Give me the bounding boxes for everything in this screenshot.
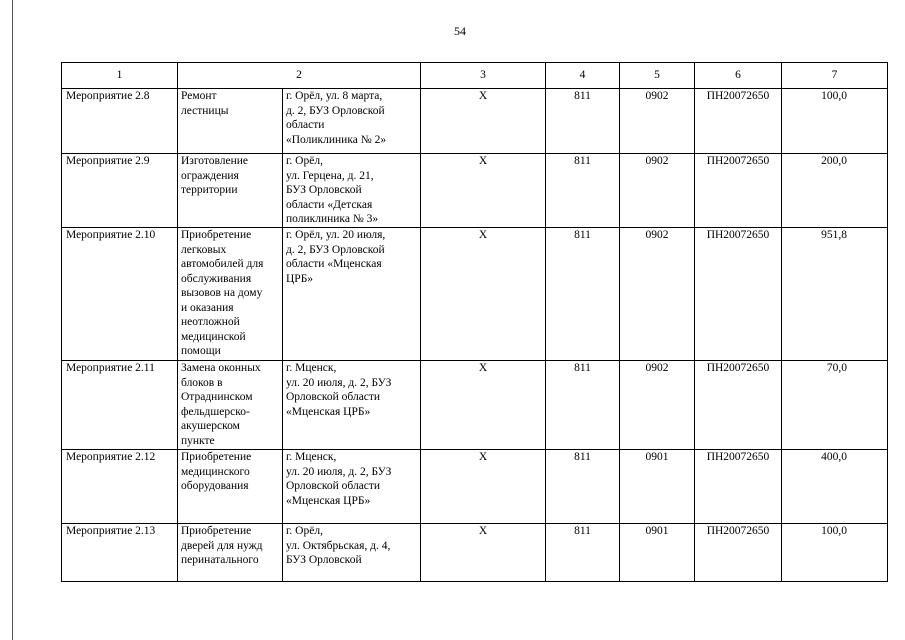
header-cell-1: 1 <box>62 63 178 89</box>
header-cell-4: 4 <box>546 63 620 89</box>
col6-cell: ПН20072650 <box>695 524 782 582</box>
amount-cell: 100,0 <box>782 524 888 582</box>
address-cell-line: г. Орёл, ул. 8 марта, <box>286 90 383 102</box>
address-cell <box>283 154 421 228</box>
header-cell-6: 6 <box>695 63 782 89</box>
table-row <box>62 450 888 524</box>
address-cell-line: «Мценская ЦРБ» <box>286 405 371 418</box>
work-description-cell-line: и оказания <box>181 301 234 314</box>
work-description-cell-line: блоков в <box>181 376 223 389</box>
col5-cell: 0902 <box>620 361 695 450</box>
table-row <box>62 228 888 361</box>
address-cell-line: ул. 20 июля, д. 2, БУЗ <box>286 465 392 478</box>
address-cell-line: Орловской области <box>286 391 381 403</box>
event-name-cell: Мероприятие 2.12 <box>62 450 178 524</box>
table-row <box>62 361 888 450</box>
header-cell-5: 5 <box>620 63 695 89</box>
col6-cell: ПН20072650 <box>695 154 782 228</box>
col5-cell: 0902 <box>620 89 695 154</box>
work-description-cell-line: автомобилей для <box>181 258 264 270</box>
page-margin-line <box>12 0 13 640</box>
work-description-cell-line: дверей для нужд <box>181 539 263 552</box>
address-cell-line: Орловской области <box>286 480 381 492</box>
col6-cell: ПН20072650 <box>695 450 782 524</box>
amount-cell: 70,0 <box>782 361 888 450</box>
address-cell-line: области «Мценская <box>286 258 382 270</box>
work-description-cell <box>178 524 283 582</box>
budget-table <box>61 62 888 582</box>
amount-cell: 400,0 <box>782 450 888 524</box>
col4-cell: 811 <box>546 89 620 154</box>
work-description-cell-line: Приобретение <box>181 229 252 241</box>
address-cell <box>283 450 421 524</box>
col3-cell: Х <box>421 89 546 154</box>
header-cell-7: 7 <box>782 63 888 89</box>
table-row <box>62 154 888 228</box>
address-cell-line: ул. Октябрьская, д. 4, <box>286 539 391 552</box>
work-description-cell-line: территории <box>181 184 238 196</box>
work-description-cell-line: Ремонт <box>181 90 217 102</box>
col4-cell: 811 <box>546 450 620 524</box>
table-header-row <box>62 63 888 89</box>
address-cell-line: области <box>286 119 325 131</box>
address-cell-line: г. Мценск, <box>286 451 337 463</box>
amount-cell: 200,0 <box>782 154 888 228</box>
work-description-cell <box>178 89 283 154</box>
col3-cell: Х <box>421 154 546 228</box>
col3-cell: Х <box>421 450 546 524</box>
col5-cell: 0901 <box>620 450 695 524</box>
amount-cell: 951,8 <box>782 228 888 361</box>
address-cell <box>283 228 421 361</box>
header-cell-3: 3 <box>421 63 546 89</box>
event-name-cell: Мероприятие 2.9 <box>62 154 178 228</box>
work-description-cell <box>178 450 283 524</box>
col3-cell: Х <box>421 228 546 361</box>
address-cell-line: ул. 20 июля, д. 2, БУЗ <box>286 376 392 389</box>
work-description-cell <box>178 154 283 228</box>
work-description-cell-line: Изготовление <box>181 155 249 167</box>
work-description-cell-line: Отраднинском <box>181 391 253 403</box>
work-description-cell-line: Приобретение <box>181 525 252 537</box>
work-description-cell-line: перинатального <box>181 554 259 566</box>
table-row <box>62 524 888 582</box>
work-description-cell-line: фельдшерско- <box>181 405 250 418</box>
address-cell-line: г. Орёл, ул. 20 июля, <box>286 229 386 241</box>
col5-cell: 0902 <box>620 228 695 361</box>
header-cell-2: 2 <box>178 63 421 89</box>
col4-cell: 811 <box>546 228 620 361</box>
page-number: 54 <box>454 24 466 38</box>
address-cell <box>283 89 421 154</box>
address-cell-line: «Мценская ЦРБ» <box>286 494 371 507</box>
address-cell-line: ул. Герцена, д. 21, <box>286 169 374 182</box>
col4-cell: 811 <box>546 524 620 582</box>
col3-cell: Х <box>421 524 546 582</box>
col5-cell: 0902 <box>620 154 695 228</box>
address-cell <box>283 361 421 450</box>
table-row <box>62 89 888 154</box>
col4-cell: 811 <box>546 154 620 228</box>
col6-cell: ПН20072650 <box>695 228 782 361</box>
event-name-cell: Мероприятие 2.11 <box>62 361 178 450</box>
event-name-cell: Мероприятие 2.13 <box>62 524 178 582</box>
col6-cell: ПН20072650 <box>695 361 782 450</box>
event-name-cell: Мероприятие 2.8 <box>62 89 178 154</box>
work-description-cell <box>178 361 283 450</box>
work-description-cell <box>178 228 283 361</box>
address-cell-line: г. Орёл, <box>286 155 323 167</box>
work-description-cell-line: Приобретение <box>181 451 252 463</box>
work-description-cell-line: акушерском <box>181 420 240 432</box>
work-description-cell-line: медицинской <box>181 330 246 343</box>
work-description-cell-line: лестницы <box>181 104 229 117</box>
address-cell-line: д. 2, БУЗ Орловской <box>286 104 385 117</box>
address-cell-line: поликлиника № 3» <box>286 213 379 225</box>
address-cell-line: области «Детская <box>286 198 373 211</box>
address-cell-line: БУЗ Орловской <box>286 554 362 566</box>
address-cell-line: г. Мценск, <box>286 362 337 374</box>
work-description-cell-line: вызовов на дому <box>181 287 263 299</box>
col3-cell: Х <box>421 361 546 450</box>
address-cell <box>283 524 421 582</box>
work-description-cell-line: медицинского <box>181 465 250 478</box>
address-cell-line: г. Орёл, <box>286 525 323 537</box>
address-cell-line: ЦРБ» <box>286 272 314 285</box>
address-cell-line: БУЗ Орловской <box>286 184 362 196</box>
work-description-cell-line: обслуживания <box>181 272 252 285</box>
work-description-cell-line: легковых <box>181 243 227 256</box>
col6-cell: ПН20072650 <box>695 89 782 154</box>
address-cell-line: д. 2, БУЗ Орловской <box>286 243 385 256</box>
work-description-cell-line: ограждения <box>181 169 239 182</box>
work-description-cell-line: помощи <box>181 345 221 357</box>
col4-cell: 811 <box>546 361 620 450</box>
amount-cell: 100,0 <box>782 89 888 154</box>
work-description-cell-line: Замена оконных <box>181 362 261 374</box>
work-description-cell-line: оборудования <box>181 480 249 492</box>
work-description-cell-line: пункте <box>181 434 215 447</box>
event-name-cell: Мероприятие 2.10 <box>62 228 178 361</box>
work-description-cell-line: неотложной <box>181 316 240 328</box>
address-cell-line: «Поликлиника № 2» <box>286 133 387 146</box>
col5-cell: 0901 <box>620 524 695 582</box>
